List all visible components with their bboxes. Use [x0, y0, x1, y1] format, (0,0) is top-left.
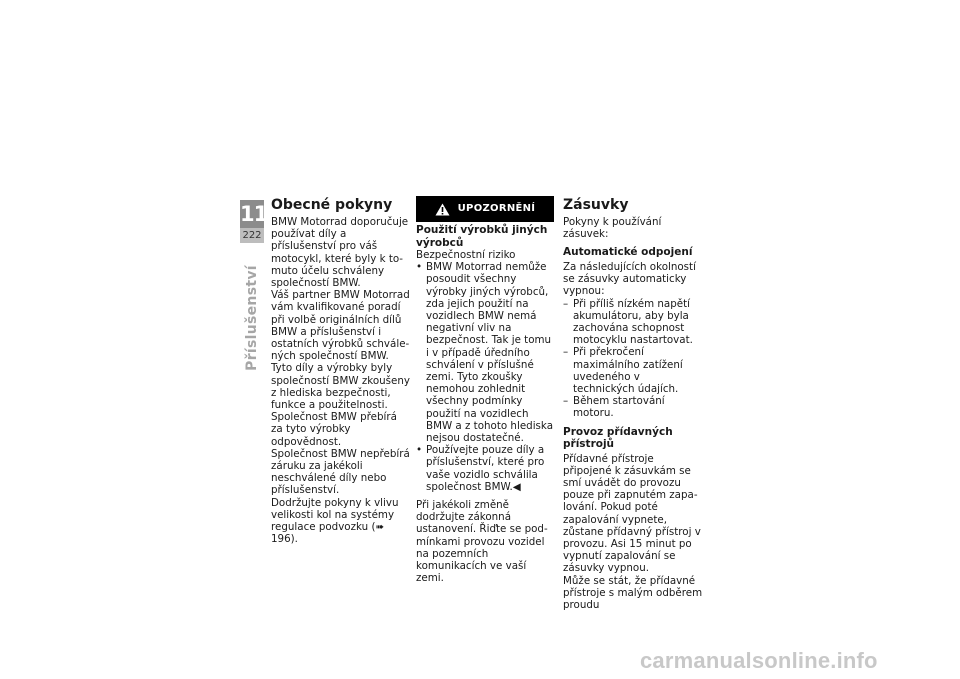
warning-label: UPOZORNĚNÍ	[457, 202, 536, 214]
column-general-notes	[271, 196, 411, 545]
warning-title: Použití výrobků jiných výrobců	[416, 224, 548, 249]
list-item: • BMW Motorrad nemůže posoudit všechny výrobky jiných výrobců, zda jejich použití na vozidlech BMW nemá negativní vliv na bezpečnost. Tak je tomu i v případě úředního schválení v příslušné zemi. Tyto zkoušky nemohou zohlednit všechny podmínky použití na vozidlech BMW a z tohoto hlediska nejsou dostatečné.	[416, 261, 554, 444]
warning-banner	[416, 196, 554, 222]
chapter-side-label: Příslušenství	[244, 265, 260, 371]
chapter-number: 11	[240, 202, 268, 226]
subheading-extra-devices: Provoz přídavných přístrojů	[563, 425, 673, 451]
paragraph: Společnost BMW nepřebírá záruku za jakékoli neschválené díly nebo příslušenství.	[271, 447, 410, 497]
watermark: carmanualsonline.info	[640, 648, 878, 673]
paragraph: Váš partner BMW Motorrad vám kvalifikované poradí při volbě originálních dílů BMW a příslušenství i ostatních výrobků schválených společností BMW.	[271, 289, 410, 363]
list-item: – Při překročení maximálního zatížení uvedeného v technických údajích.	[563, 346, 703, 395]
list-item: • Používejte pouze díly a příslušenství, které pro vaše vozidlo schválila společnost BMW.◀	[416, 444, 554, 493]
paragraph: Pokyny k používání zásuvek:	[563, 216, 662, 241]
hazard-text: Bezpečnostní riziko	[416, 249, 516, 261]
paragraph: Přídavné přístroje připojené k zásuvkám se smí uvádět do provozu pouze při zapnutém zapalování. Pokud poté zapalování vypnete, zůstane přídavný přístroj v provozu. Asi 15 minut po vypnutí zapalování se zásuvky vypnou.	[563, 452, 701, 575]
warning-triangle-icon	[435, 203, 450, 216]
paragraph: BMW Motorrad doporučuje používat díly a příslušenství pro váš motocykl, které byly k tomuto účelu schváleny společností BMW.	[271, 216, 409, 290]
list-item: – Během startování motoru.	[563, 395, 703, 419]
chapter-marker	[240, 200, 268, 243]
paragraph: Dodržujte pokyny k vlivu velikosti kol na systémy regulace podvozku (➠ 196).	[271, 496, 399, 546]
section-title-sockets: Zásuvky	[563, 197, 629, 213]
section-title-general: Obecné pokyny	[271, 197, 393, 213]
paragraph: Při jakékoli změně dodržujte zákonná ustanovení. Řiďte se podmínkami provozu vozidel na pozemních komunikacích ve vaší zemi.	[416, 499, 548, 585]
list-item: – Při příliš nízkém napětí akumulátoru, aby byla zachována schopnost motocyklu nastartovat.	[563, 298, 703, 347]
paragraph: Může se stát, že přídavné přístroje s malým odběrem proudu	[563, 574, 703, 611]
paragraph: Za následujících okolností se zásuvky automaticky vypnou:	[563, 260, 696, 298]
paragraph: Tyto díly a výrobky byly společností BMW zkoušeny z hlediska bezpečnosti, funkce a použitelnosti. Společnost BMW přebírá za tyto výrobky odpovědnost.	[271, 362, 410, 448]
column-warning	[416, 196, 554, 584]
warning-bullets	[416, 261, 554, 493]
column-sockets	[563, 196, 703, 611]
auto-off-list	[563, 298, 703, 420]
subheading-auto-off: Automatické odpojení	[563, 246, 693, 259]
page-number: 222	[240, 228, 264, 243]
